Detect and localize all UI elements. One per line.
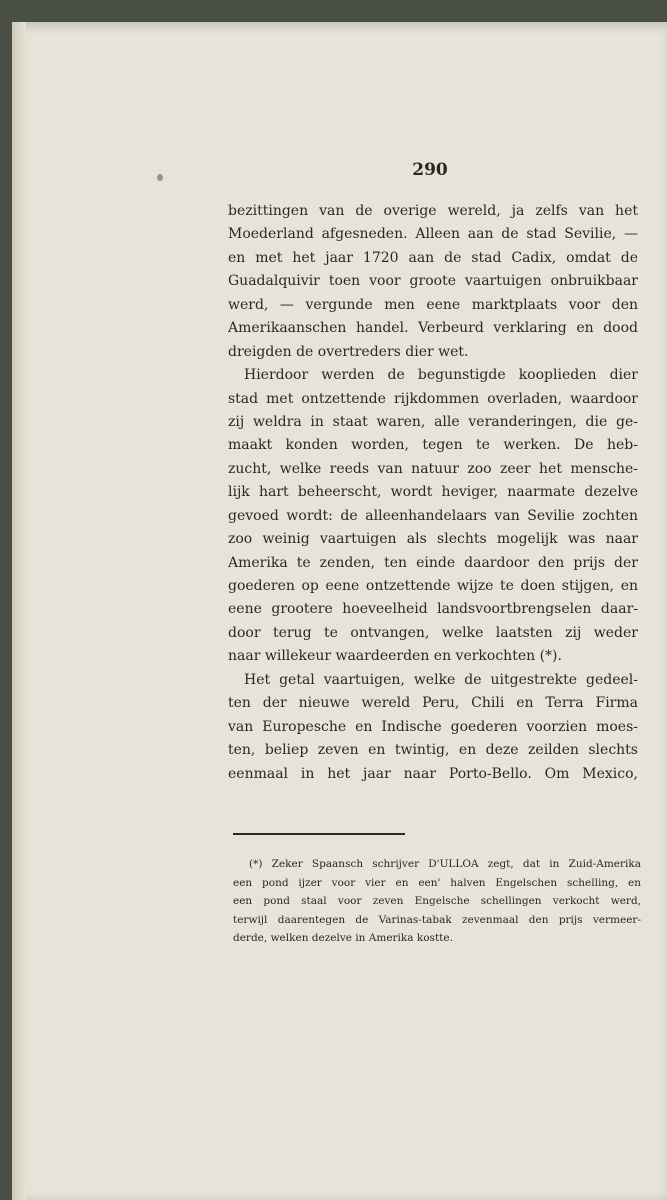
text-line: eenmaal in het jaar naar Porto-Bello. Om Mexico, xyxy=(228,765,638,782)
text-line: Moederland afgesneden. Alleen aan de stad Sevilie, — xyxy=(228,226,638,243)
text-line: eene grootere hoeveelheid landsvoortbrengselen daar- xyxy=(228,601,638,618)
text-line: ten der nieuwe wereld Peru, Chili en Terra Firma xyxy=(228,695,638,712)
text-line: Guadalquivir toen voor groote vaartuigen onbruikbaar xyxy=(228,273,638,290)
footnote-line: een pond ijzer voor vier en een' halven Engelschen schelling, en xyxy=(233,876,641,889)
text-line: Het getal vaartuigen, welke de uitgestrekte gedeel- xyxy=(244,671,638,688)
text-line: Hierdoor werden de begunstigde kooplieden dier xyxy=(244,367,638,384)
text-line: ten, beliep zeven en twintig, en deze zeilden slechts xyxy=(228,742,638,759)
text-line: naar willekeur waardeerden en verkochten (*). xyxy=(228,648,562,665)
text-line: werd, — vergunde men eene marktplaats voor den xyxy=(228,296,638,313)
page-number: 290 xyxy=(412,160,448,180)
text-line: zucht, welke reeds van natuur zoo zeer het mensche- xyxy=(228,460,638,477)
main-text xyxy=(228,200,638,786)
text-line: lijk hart beheerscht, wordt heviger, naarmate dezelve xyxy=(228,484,638,501)
text-line: en met het jaar 1720 aan de stad Cadix, omdat de xyxy=(228,249,638,266)
text-line: zoo weinig vaartuigen als slechts mogelijk was naar xyxy=(228,531,638,548)
text-line: door terug te ontvangen, welke laatsten zij weder xyxy=(228,624,638,641)
text-line: stad met ontzettende rijkdommen overladen, waardoor xyxy=(228,390,638,407)
text-line: Amerikaanschen handel. Verbeurd verklaring en dood xyxy=(228,320,638,337)
footnote-divider xyxy=(233,833,405,835)
text-line: Amerika te zenden, ten einde daardoor den prijs der xyxy=(228,554,638,571)
text-line: goederen op eene ontzettende wijze te doen stijgen, en xyxy=(228,578,638,594)
footnote-line: (*) Zeker Spaansch schrijver D'ULLOA zegt, dat in Zuid-Amerika xyxy=(249,858,641,870)
text-line: bezittingen van de overige wereld, ja zelfs van het xyxy=(228,203,638,219)
footnote-line: derde, welken dezelve in Amerika kostte. xyxy=(233,932,453,944)
text-line: zij weldra in staat waren, alle veranderingen, die ge- xyxy=(228,413,638,430)
footnote-line: terwijl daarentegen de Varinas-tabak zevenmaal den prijs vermeer- xyxy=(233,913,641,926)
text-line: van Europesche en Indische goederen voorzien moes- xyxy=(228,718,638,735)
text-line: maakt konden worden, tegen te werken. De heb- xyxy=(228,437,638,454)
text-line: dreigden de overtreders dier wet. xyxy=(228,343,469,360)
footnote-line: een pond staal voor zeven Engelsche schellingen verkocht werd, xyxy=(233,895,641,907)
footnote xyxy=(233,855,641,948)
text-line: gevoed wordt: de alleenhandelaars van Sevilie zochten xyxy=(228,507,638,524)
ink-spot xyxy=(157,174,163,181)
